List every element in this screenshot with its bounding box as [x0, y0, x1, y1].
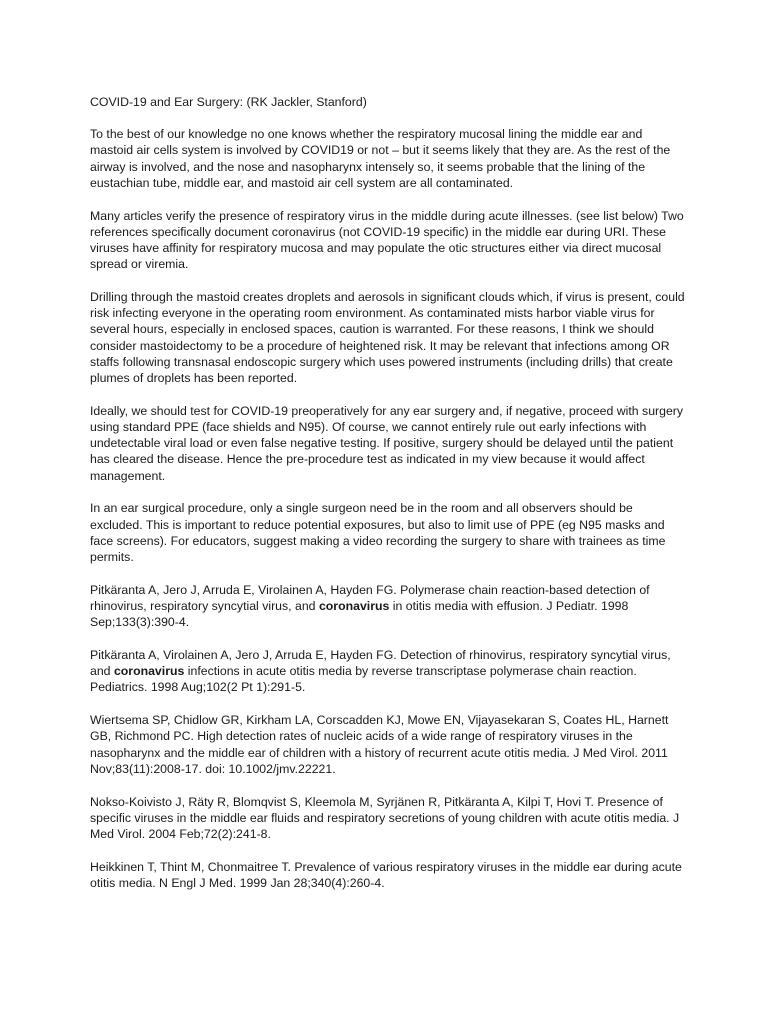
reference-text: Wiertsema SP, Chidlow GR, Kirkham LA, Corscadden KJ, Mowe EN, Vijayasekaran S, Coates HL, Harnett GB, Richmond PC. High detection rates of nucleic acids of a wide range of respiratory viruses in the nasopharynx and the middle ear of children with a history of recurrent acute otitis media. J Med Virol. 2011 Nov;83(11):2008-17. doi: 10.1002/jmv.22221. — [90, 713, 669, 776]
paragraph-1: To the best of our knowledge no one knows whether the respiratory mucosal lining the middle ear and mastoid air cells system is involved by COVID19 or not – but it seems likely that they are. As the rest of the airway is involved, and the nose and nasopharynx intensely so, it seems probable that the lining of the eustachian tube, middle ear, and mastoid air cell system are all contaminated. — [90, 127, 671, 190]
reference-text: Heikkinen T, Thint M, Chonmaitree T. Prevalence of various respiratory viruses in the middle ear during acute otitis media. N Engl J Med. 1999 Jan 28;340(4):260-4. — [90, 859, 682, 891]
reference-text: in otitis media with effusion. J Pediatr. 1998 Sep;133(3):390-4. — [90, 599, 629, 630]
reference-text: infections in acute otitis media by reverse transcriptase polymerase chain reaction. Pediatrics. 1998 Aug;102(2 Pt 1):291-5. — [90, 664, 637, 695]
paragraph-5: In an ear surgical procedure, only a single surgeon need be in the room and all observers should be excluded. This is important to reduce potential exposures, but also to limit use of PPE (eg N95 masks and face screens). For educators, suggest making a video recording the surgery to share with trainees as time permits. — [90, 501, 666, 565]
paragraph-3: Drilling through the mastoid creates droplets and aerosols in significant clouds which, if virus is present, could risk infecting everyone in the operating room environment. As contaminated mists harbor viable virus for several hours, especially in enclosed spaces, caution is warranted. For these reasons, I think we should consider mastoidectomy to be a procedure of heightened risk. It may be relevant that infections among OR staffs following transnasal endoscopic surgery which uses powered instruments (including drills) that create plumes of droplets has been reported. — [90, 290, 685, 386]
reference-4 — [90, 794, 688, 843]
reference-1 — [90, 582, 688, 631]
reference-5 — [90, 859, 688, 891]
reference-text: Nokso-Koivisto J, Räty R, Blomqvist S, Kleemola M, Syrjänen R, Pitkäranta A, Kilpi T, Hovi T. Presence of specific viruses in the middle ear fluids and respiratory secretions of young children with acute otitis media. J Med Virol. 2004 Feb;72(2):241-8. — [90, 794, 680, 842]
reference-highlight: coronavirus — [113, 664, 185, 679]
paragraph-4: Ideally, we should test for COVID-19 preoperatively for any ear surgery and, if negative, proceed with surgery using standard PPE (face shields and N95). Of course, we cannot entirely rule out early infections with undetectable viral load or even false negative testing. If positive, surgery should be delayed until the patient has cleared the disease. Hence the pre-procedure test as indicated in my view because it would affect management. — [90, 403, 684, 483]
reference-text: Pitkäranta A, Jero J, Arruda E, Virolainen A, Hayden FG. Polymerase chain reaction-based detection of rhinovirus, respiratory syncytial virus, and — [90, 582, 650, 614]
reference-2 — [90, 647, 688, 696]
reference-text: Pitkäranta A, Virolainen A, Jero J, Arruda E, Hayden FG. Detection of rhinovirus, respiratory syncytial virus, and — [90, 648, 671, 679]
document-title: COVID-19 and Ear Surgery: (RK Jackler, Stanford) — [90, 95, 367, 109]
reference-3 — [90, 712, 688, 777]
reference-highlight: coronavirus — [318, 599, 390, 614]
paragraph-2: Many articles verify the presence of respiratory virus in the middle during acute illnesses. (see list below) Two references specifically document coronavirus (not COVID-19 specific) in the middle ear during URI. These viruses have affinity for respiratory mucosa and may populate the otic structures either via direct mucosal spread or viremia. — [90, 208, 684, 272]
